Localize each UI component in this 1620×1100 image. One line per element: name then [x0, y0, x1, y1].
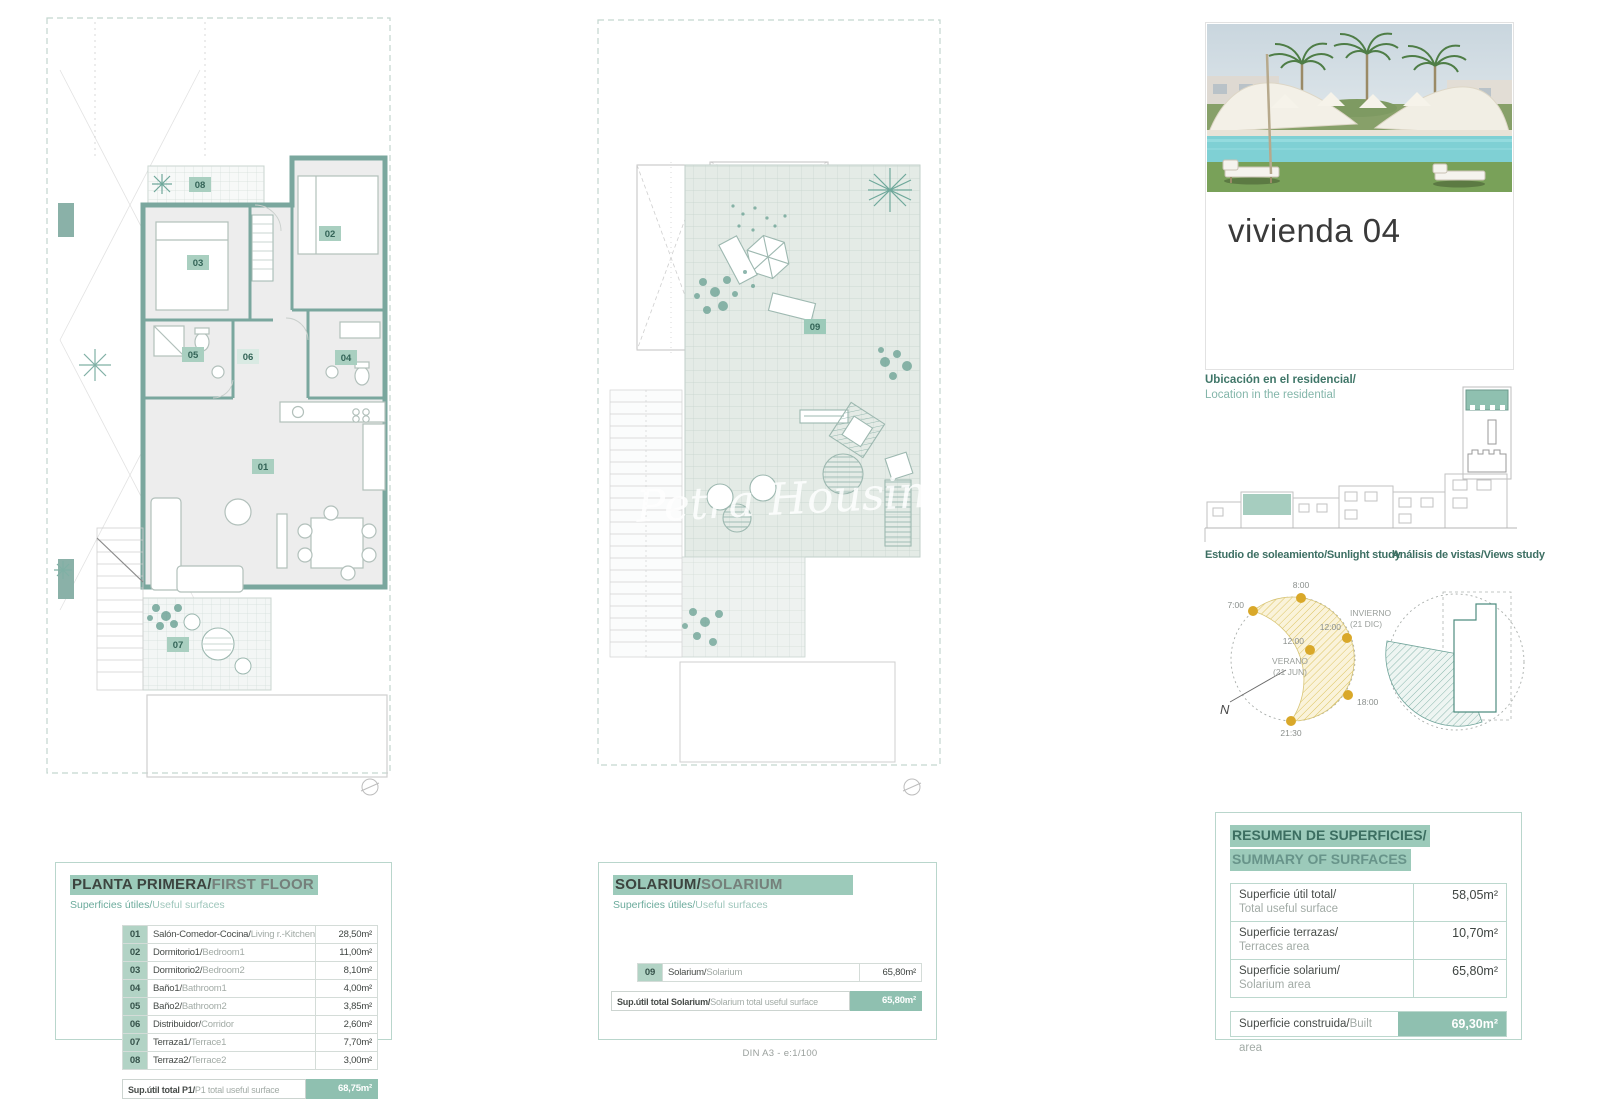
- palm-icon: [868, 168, 912, 212]
- svg-text:09: 09: [809, 322, 821, 333]
- summary-card: [1215, 812, 1522, 1054]
- svg-text:01: 01: [257, 462, 269, 473]
- location-label: [1205, 373, 1356, 403]
- watermark: Petra Housing: [634, 465, 957, 533]
- total-row: Sup.útil total P1/P1 total useful surface 68,75m²: [122, 1079, 378, 1099]
- first-floor-card: [55, 862, 392, 1095]
- table-row: 02 Dormitorio1/Bedroom1 11,00m²: [122, 944, 378, 962]
- svg-text:12:00: 12:00: [1319, 622, 1341, 632]
- location-label-es: Ubicación en el residencial/: [1205, 374, 1356, 386]
- svg-text:08: 08: [194, 180, 206, 191]
- columns: [58, 203, 74, 599]
- table-row: 09 Solarium/Solarium 65,80m²: [637, 963, 922, 982]
- table-row: 03 Dormitorio2/Bedroom2 8,10m²: [122, 962, 378, 980]
- svg-text:07: 07: [172, 640, 184, 651]
- table-row: 07 Terraza1/Terrace1 7,70m²: [122, 1034, 378, 1052]
- highlighted-unit: [1243, 494, 1291, 515]
- section-marker-icon: [903, 779, 921, 795]
- scale-note: DIN A3 - e:1/100: [742, 1048, 818, 1059]
- north-arrow: [1220, 670, 1286, 717]
- solarium-card: [598, 862, 937, 1040]
- first-floor-card-title: PLANTA PRIMERA/FIRST FLOOR: [56, 863, 391, 893]
- table-row: 01 Salón-Comedor-Cocina/Living r.-Kitchen 28,50m²: [122, 925, 378, 944]
- pool-render-image: [1207, 24, 1512, 192]
- svg-text:VERANO: VERANO: [1272, 656, 1308, 666]
- svg-text:12:00: 12:00: [1282, 636, 1304, 646]
- location-label-en: Location in the residential: [1205, 389, 1336, 401]
- terrace-07: [143, 598, 271, 690]
- room-badge-05: [182, 347, 204, 362]
- section-marker-icon: [361, 779, 379, 795]
- svg-text:04: 04: [340, 353, 352, 364]
- summary-card-title: RESUMEN DE SUPERFICIES/ SUMMARY OF SURFACES: [1216, 813, 1521, 873]
- stairs: [252, 215, 273, 281]
- svg-text:(21 DIC): (21 DIC): [1350, 619, 1383, 629]
- room-badge-03: [187, 255, 209, 270]
- svg-text:06: 06: [242, 352, 254, 363]
- room-badge-02: [319, 226, 341, 241]
- building-footprint: [1454, 604, 1496, 712]
- svg-text:18:00: 18:00: [1357, 697, 1379, 707]
- summary-row: Superficie útil total/ Total useful surface 58,05m²: [1230, 883, 1507, 922]
- residential-elevation: [1205, 468, 1517, 551]
- views-study-diagram: [1388, 564, 1528, 769]
- plant-icon: [152, 174, 172, 194]
- unit-title: vivienda 04: [1228, 212, 1401, 249]
- svg-text:(21 JUN): (21 JUN): [1272, 667, 1308, 677]
- svg-text:7:00: 7:00: [1227, 600, 1244, 610]
- room-badge-09: [804, 319, 826, 334]
- lower-outline: [680, 662, 895, 762]
- built-area-row: Superficie construida/Built area 69,30m²: [1230, 1011, 1507, 1037]
- summary-row: Superficie solarium/ Solarium area 65,80m²: [1230, 960, 1507, 998]
- axis-lines: [95, 22, 205, 160]
- svg-text:03: 03: [192, 258, 204, 269]
- table-row: 04 Baño1/Bathroom1 4,00m²: [122, 980, 378, 998]
- sunlight-study-label: Estudio de soleamiento/Sunlight study: [1205, 549, 1401, 561]
- table-row: 05 Baño2/Bathroom2 3,85m²: [122, 998, 378, 1016]
- lower-parapet: [147, 695, 387, 777]
- table-row: 06 Distribuidor/Corridor 2,60m²: [122, 1016, 378, 1034]
- first-floor-plan: [40, 10, 450, 800]
- solarium-plan: [585, 10, 955, 800]
- room-badge-08: [189, 177, 211, 192]
- solarium-plan-drawing: [585, 10, 955, 800]
- unit-card: [1205, 22, 1514, 370]
- exterior-stairs: [97, 528, 143, 690]
- solarium-card-subtitle: Superficies útiles/Useful surfaces: [613, 899, 768, 911]
- solarium-deck: [645, 165, 920, 657]
- room-badge-01: [252, 459, 274, 474]
- svg-text:21:30: 21:30: [1280, 728, 1302, 738]
- table-row: 08 Terraza2/Terrace2 3,00m²: [122, 1052, 378, 1070]
- solarium-total: [611, 991, 922, 1011]
- room-badge-04: [335, 350, 357, 365]
- svg-text:8:00: 8:00: [1292, 580, 1310, 590]
- summary-table: [1230, 883, 1507, 998]
- summary-row: Superficie terrazas/ Terraces area 10,70m²: [1230, 922, 1507, 960]
- room-badge-07: [167, 637, 189, 652]
- views-study-label: Análisis de vistas/Views study: [1392, 549, 1545, 561]
- svg-text:05: 05: [187, 350, 199, 361]
- solarium-card-title: SOLARIUM/SOLARIUM: [599, 863, 936, 893]
- first-floor-card-subtitle: Superficies útiles/Useful surfaces: [70, 899, 225, 911]
- solarium-surface-table: [637, 963, 922, 982]
- svg-text:N: N: [1220, 702, 1230, 717]
- svg-text:INVIERNO: INVIERNO: [1350, 608, 1392, 618]
- first-floor-plan-drawing: [40, 10, 450, 800]
- total-row: Sup.útil total Solarium/Solarium total useful surface 65,80m²: [611, 991, 922, 1011]
- first-floor-surface-table: [122, 925, 378, 1099]
- sunlight-study-diagram: [1198, 564, 1393, 769]
- svg-text:02: 02: [324, 229, 336, 240]
- room-badge-06: [237, 349, 259, 364]
